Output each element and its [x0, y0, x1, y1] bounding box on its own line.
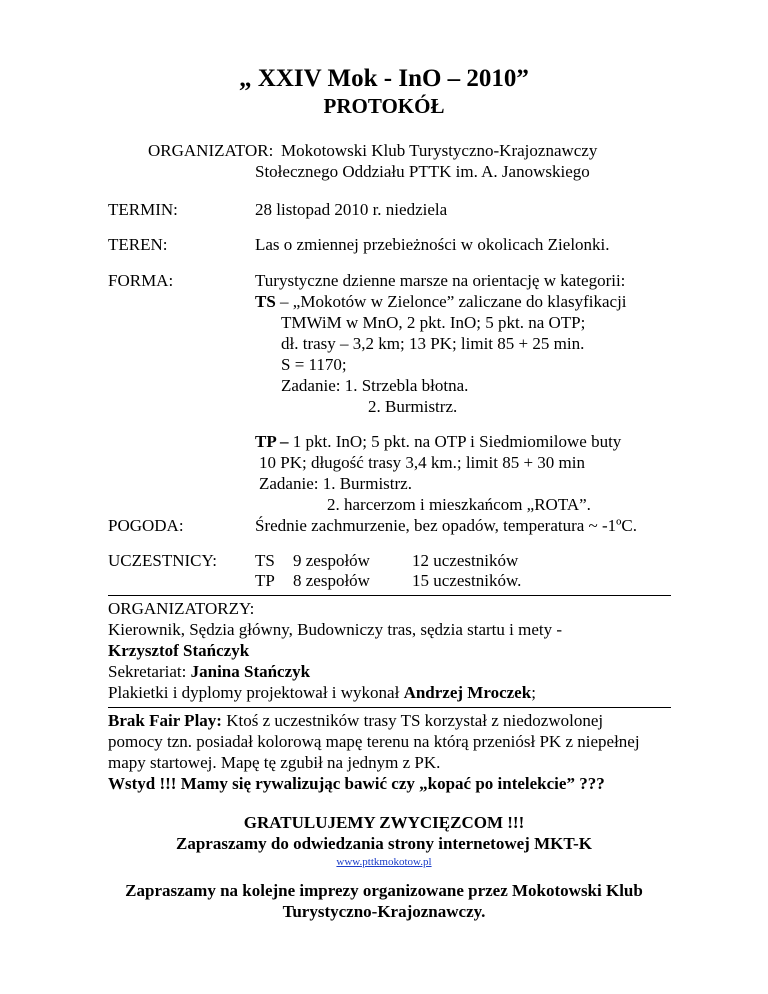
termin-value: 28 listopad 2010 r. niedziela: [255, 200, 448, 219]
document-title: „ XXIV Mok - InO – 2010”: [239, 65, 529, 92]
termin-label: TERMIN:: [108, 200, 178, 219]
teren-value: Las o zmiennej przebieżności w okolicach Zielonki.: [255, 235, 610, 254]
fairplay-label: Brak Fair Play:: [108, 711, 222, 730]
tp-line1-text: 1 pkt. InO; 5 pkt. na OTP i Siedmiomilowe buty: [292, 432, 622, 451]
uczestnicy-label: UCZESTNICY:: [108, 551, 217, 570]
website-link[interactable]: www.pttkmokotow.pl: [336, 856, 432, 868]
organizatorzy-line1: Kierownik, Sędzia główny, Budowniczy tras, sędzia startu i mety -: [108, 620, 563, 639]
organizatorzy-heading: ORGANIZATORZY:: [108, 599, 255, 618]
ts-task1: Zadanie: 1. Strzebla błotna.: [281, 376, 469, 395]
participant-row-people: 15 uczestników.: [412, 571, 522, 590]
organizer-label: ORGANIZATOR:: [148, 141, 274, 160]
ts-line1: [255, 291, 627, 312]
ts-code: TS: [255, 292, 276, 311]
participant-row-people: 12 uczestników: [412, 551, 519, 570]
secretariat-name: Janina Stańczyk: [190, 662, 311, 681]
plaques-end: ;: [531, 683, 536, 702]
participant-row-teams: 8 zespołów: [293, 571, 370, 590]
secretariat-line: [108, 661, 310, 682]
tp-line1: [255, 431, 621, 452]
invite-text: Zapraszamy do odwiedzania strony internetowej MKT-K: [175, 834, 593, 853]
ts-line3: dł. trasy – 3,2 km; 13 PK; limit 85 + 25 min.: [281, 334, 585, 353]
forma-label: FORMA:: [108, 271, 174, 290]
fairplay-line3: mapy startowej. Mapę tę zgubił na jednym z PK.: [108, 753, 441, 772]
teren-label: TEREN:: [108, 235, 168, 254]
document-subtitle: PROTOKÓŁ: [323, 94, 445, 118]
tp-task1: Zadanie: 1. Burmistrz.: [259, 474, 412, 493]
organizer-line2: Stołecznego Oddziału PTTK im. A. Janowskiego: [255, 162, 590, 181]
ts-task2: 2. Burmistrz.: [368, 397, 458, 416]
next-events-line2: Turystyczno-Krajoznawczy.: [282, 902, 486, 921]
organizatorzy-name1: Krzysztof Stańczyk: [108, 641, 250, 660]
tp-line2: 10 PK; długość trasy 3,4 km.; limit 85 + 30 min: [259, 453, 585, 472]
participant-row-teams: 9 zespołów: [293, 551, 370, 570]
tp-task2: 2. harcerzom i mieszkańcom „ROTA”.: [327, 495, 591, 514]
pogoda-value: Średnie zachmurzenie, bez opadów, temperatura ~ -1ºC.: [255, 516, 638, 535]
organizer-line1: Mokotowski Klub Turystyczno-Krajoznawczy: [281, 141, 598, 160]
website-link-row: [0, 853, 768, 869]
congrats-text: GRATULUJEMY ZWYCIĘZCOM !!!: [243, 813, 525, 832]
fairplay-line2: pomocy tzn. posiadał kolorową mapę terenu na którą przeniósł PK z niepełnej: [108, 732, 640, 751]
ts-line4: S = 1170;: [281, 355, 347, 374]
plaques-text: Plakietki i dyplomy projektował i wykonał: [108, 683, 404, 702]
plaques-name: Andrzej Mroczek: [403, 683, 532, 702]
ts-line2: TMWiM w MnO, 2 pkt. InO; 5 pkt. na OTP;: [281, 313, 586, 332]
fairplay-text: Ktoś z uczestników trasy TS korzystał z niedozwolonej: [221, 711, 604, 730]
fairplay-line4: Wstyd !!! Mamy się rywalizując bawić czy „kopać po intelekcie” ???: [108, 774, 605, 793]
divider: [108, 595, 671, 596]
ts-line1-text: – „Mokotów w Zielonce” zaliczane do klasyfikacji: [275, 292, 627, 311]
fairplay-line1: [108, 710, 603, 731]
plaques-line: [108, 682, 536, 703]
participant-row-cat: TP: [255, 571, 275, 590]
forma-intro: Turystyczne dzienne marsze na orientację w kategorii:: [255, 271, 626, 290]
next-events-line1: Zapraszamy na kolejne imprezy organizowane przez Mokotowski Klub: [125, 881, 643, 900]
pogoda-label: POGODA:: [108, 516, 184, 535]
participant-row-cat: TS: [255, 551, 275, 570]
tp-code: TP –: [255, 432, 293, 451]
divider: [108, 707, 671, 708]
secretariat-label: Sekretariat:: [108, 662, 191, 681]
